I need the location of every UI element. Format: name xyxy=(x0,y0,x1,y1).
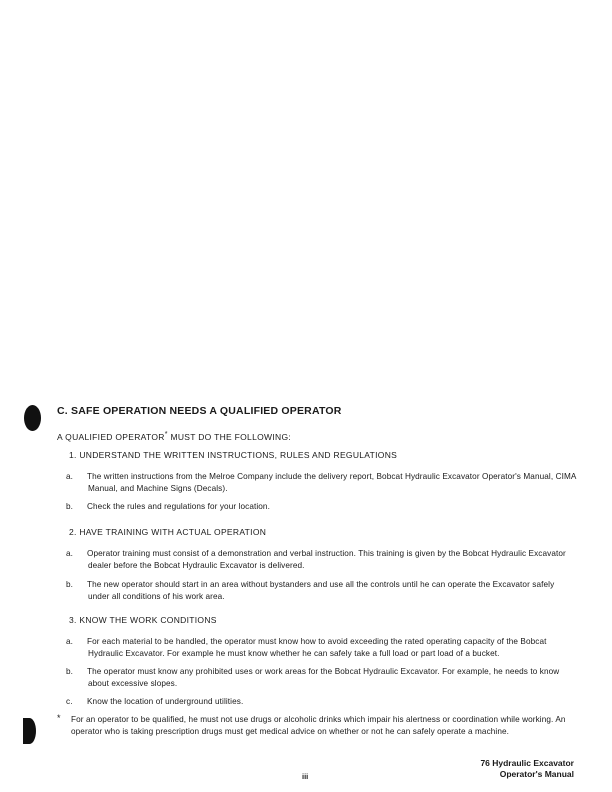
item-2-title: 2. HAVE TRAINING WITH ACTUAL OPERATION xyxy=(69,527,267,537)
item-3c-text: Know the location of underground utilities. xyxy=(87,697,244,706)
item-1-title: 1. UNDERSTAND THE WRITTEN INSTRUCTIONS, RULES AND REGULATIONS xyxy=(69,450,398,460)
item-3-title: 3. KNOW THE WORK CONDITIONS xyxy=(69,615,217,625)
item-1a-text: The written instructions from the Melroe Company include the delivery report, Bobcat Hydraulic Excavator Operator's Manual, CIMA Manual, and Machine Signs (Decals). xyxy=(87,472,576,493)
item-1a-letter: a. xyxy=(66,472,74,481)
item-1a xyxy=(66,471,577,495)
binder-hole-upper xyxy=(24,405,41,431)
intro-text-rest: MUST DO THE FOLLOWING: xyxy=(167,431,292,442)
section-intro xyxy=(57,430,291,442)
footer-title-line2: Operator's Manual xyxy=(499,769,574,779)
item-1b xyxy=(66,501,577,513)
item-3c-letter: c. xyxy=(66,697,73,706)
item-3b-text: The operator must know any prohibited uses or work areas for the Bobcat Hydraulic Excavator. For example, he needs to know about excessive slopes. xyxy=(87,667,560,688)
item-3a xyxy=(66,636,577,660)
footnote xyxy=(57,714,577,738)
section-heading: C. SAFE OPERATION NEEDS A QUALIFIED OPERATOR xyxy=(57,405,342,417)
item-1b-text: Check the rules and regulations for your location. xyxy=(87,502,270,511)
item-2a xyxy=(66,548,577,572)
binder-hole-lower xyxy=(23,718,36,744)
item-2a-letter: a. xyxy=(66,549,74,558)
page-number: iii xyxy=(302,772,309,781)
item-2a-text: Operator training must consist of a demonstration and verbal instruction. This training is given by the Bobcat Hydraulic Excavator dealer before the Bobcat Hydraulic Excavator is delivered. xyxy=(87,549,566,570)
footnote-text: For an operator to be qualified, he must not use drugs or alcoholic drinks which impair his alertness or coordination while working. An operator who is taking prescription drugs must get medical advice on whether or not he can safely operate a machine. xyxy=(71,715,566,736)
footer-title-line1: 76 Hydraulic Excavator xyxy=(480,758,574,768)
item-3c xyxy=(66,696,577,708)
intro-text: A QUALIFIED OPERATOR xyxy=(57,431,165,442)
item-1b-letter: b. xyxy=(66,502,74,511)
item-2b-text: The new operator should start in an area without bystanders and use all the controls until he can operate the Excavator safely under all conditions of his work area. xyxy=(87,580,555,601)
item-2b xyxy=(66,579,577,603)
item-2b-letter: b. xyxy=(66,580,74,589)
item-3b xyxy=(66,666,577,690)
footnote-mark: * xyxy=(57,713,61,723)
item-3a-letter: a. xyxy=(66,637,74,646)
item-3a-text: For each material to be handled, the operator must know how to avoid exceeding the rated operating capacity of the Bobcat Hydraulic Excavator. For example he must know whether he can safely take a full load or part load of a bucket. xyxy=(87,637,547,658)
intro-footnote-mark: * xyxy=(164,430,168,438)
item-3b-letter: b. xyxy=(66,667,74,676)
